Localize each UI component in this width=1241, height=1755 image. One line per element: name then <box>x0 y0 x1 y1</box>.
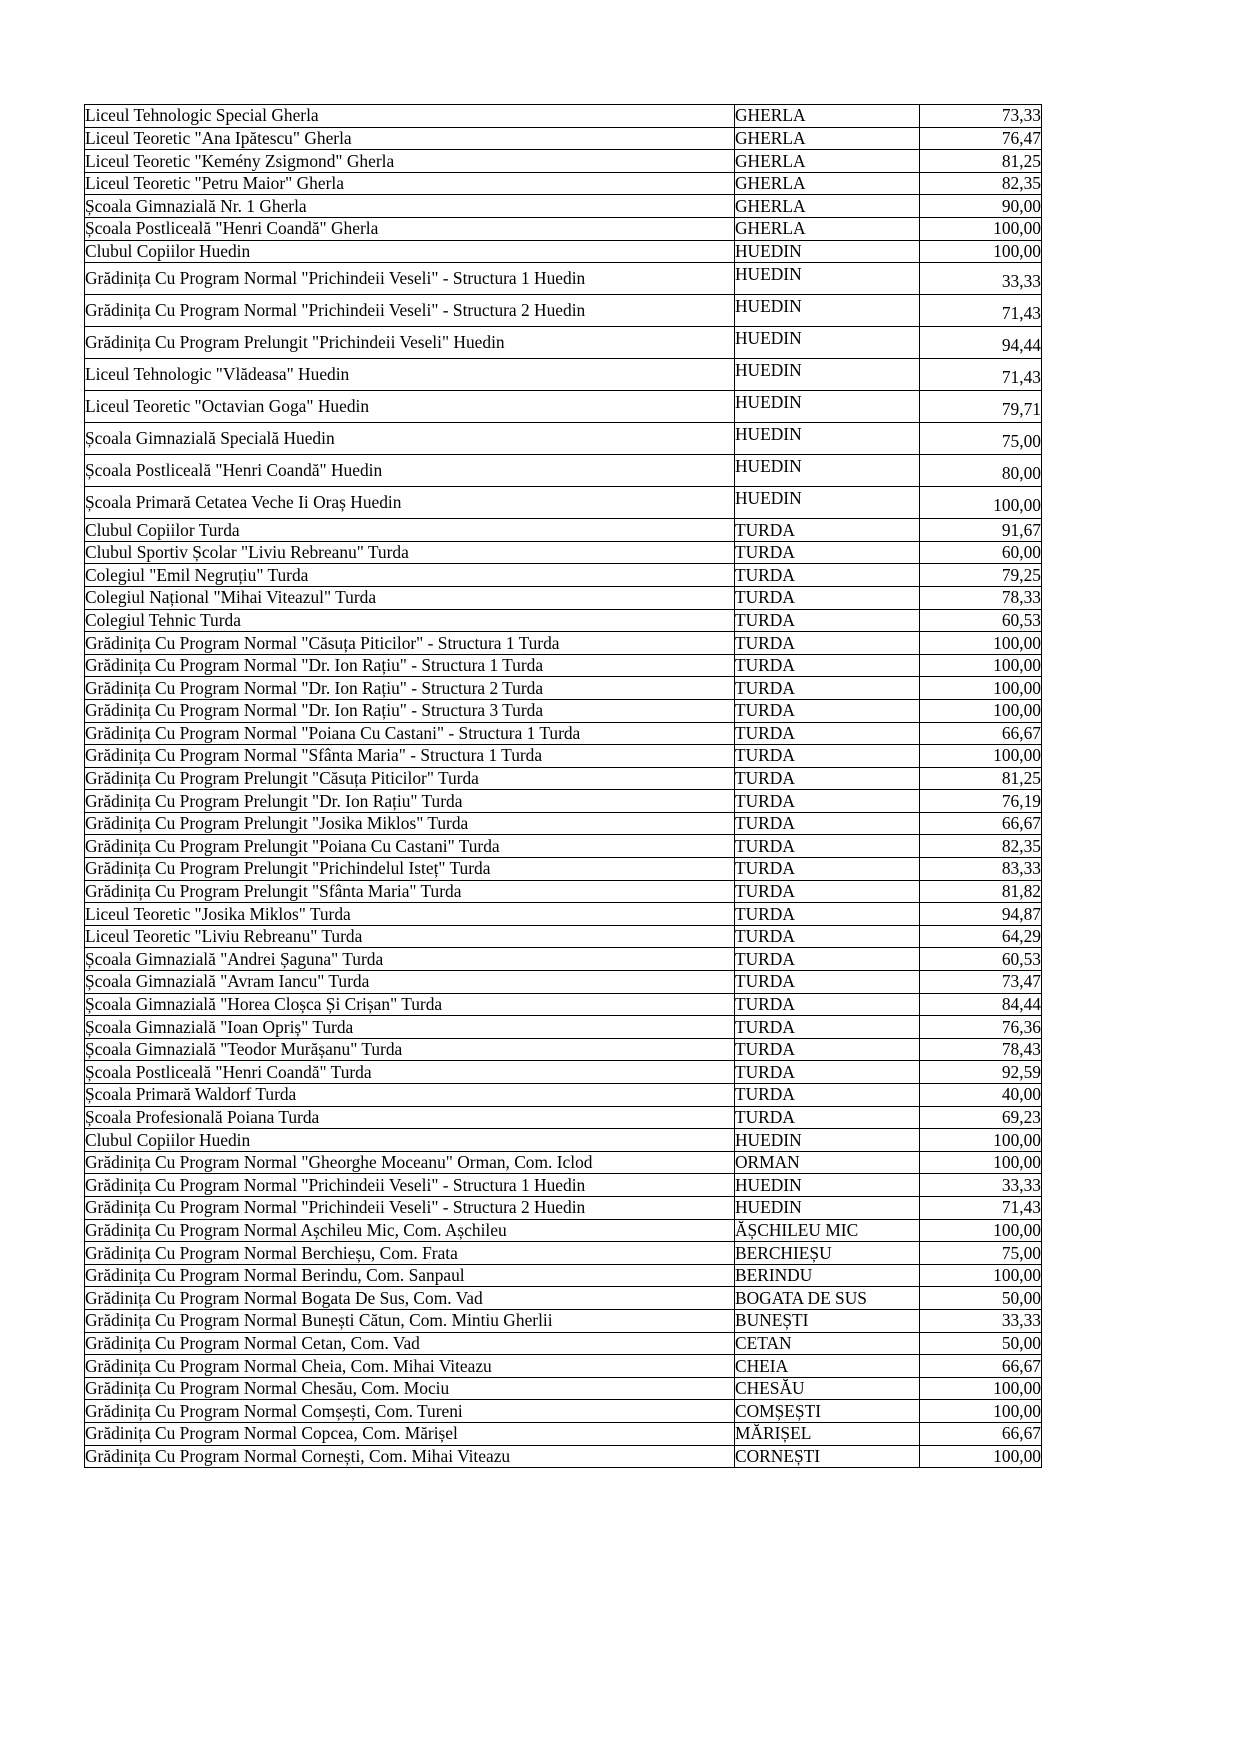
cell-percentage: 60,53 <box>920 609 1042 632</box>
cell-unit-name: Grădinița Cu Program Normal "Căsuța Piticilor" - Structura 1 Turda <box>85 632 735 655</box>
cell-locality: HUEDIN <box>735 1129 920 1152</box>
cell-unit-name: Grădinița Cu Program Normal "Dr. Ion Rațiu" - Structura 1 Turda <box>85 654 735 677</box>
cell-locality: HUEDIN <box>735 359 920 391</box>
cell-percentage: 64,29 <box>920 925 1042 948</box>
cell-locality: CETAN <box>735 1332 920 1355</box>
cell-unit-name: Școala Gimnazială Specială Huedin <box>85 423 735 455</box>
cell-unit-name: Școala Postliceală "Henri Coandă" Huedin <box>85 455 735 487</box>
cell-percentage: 100,00 <box>920 1377 1042 1400</box>
table-row <box>85 812 1042 835</box>
cell-unit-name: Liceul Tehnologic "Vlădeasa" Huedin <box>85 359 735 391</box>
cell-percentage: 60,00 <box>920 541 1042 564</box>
cell-percentage: 66,67 <box>920 812 1042 835</box>
cell-locality: HUEDIN <box>735 1174 920 1197</box>
cell-locality: TURDA <box>735 1106 920 1129</box>
table-row <box>85 217 1042 240</box>
table-row <box>85 1287 1042 1310</box>
cell-locality: TURDA <box>735 925 920 948</box>
cell-percentage: 78,43 <box>920 1038 1042 1061</box>
table-row <box>85 1264 1042 1287</box>
cell-unit-name: Liceul Teoretic "Kemény Zsigmond" Gherla <box>85 150 735 173</box>
cell-locality: TURDA <box>735 903 920 926</box>
cell-locality: HUEDIN <box>735 455 920 487</box>
cell-percentage: 100,00 <box>920 677 1042 700</box>
table-row <box>85 1174 1042 1197</box>
cell-unit-name: Grădinița Cu Program Prelungit "Poiana Cu Castani" Turda <box>85 835 735 858</box>
cell-percentage: 100,00 <box>920 1400 1042 1423</box>
table-row <box>85 1129 1042 1152</box>
cell-locality: CHESĂU <box>735 1377 920 1400</box>
cell-unit-name: Școala Gimnazială "Horea Cloșca Și Crișan" Turda <box>85 993 735 1016</box>
cell-locality: HUEDIN <box>735 391 920 423</box>
table-row <box>85 519 1042 542</box>
cell-percentage: 82,35 <box>920 172 1042 195</box>
cell-unit-name: Grădinița Cu Program Normal Berindu, Com. Sanpaul <box>85 1264 735 1287</box>
table-row <box>85 172 1042 195</box>
table-row <box>85 327 1042 359</box>
cell-percentage: 82,35 <box>920 835 1042 858</box>
cell-unit-name: Liceul Teoretic "Petru Maior" Gherla <box>85 172 735 195</box>
cell-locality: GHERLA <box>735 105 920 128</box>
table-row <box>85 105 1042 128</box>
cell-percentage: 33,33 <box>920 263 1042 295</box>
table-row <box>85 835 1042 858</box>
cell-percentage: 100,00 <box>920 699 1042 722</box>
cell-percentage: 81,25 <box>920 150 1042 173</box>
cell-unit-name: Grădinița Cu Program Prelungit "Josika Miklos" Turda <box>85 812 735 835</box>
cell-unit-name: Grădinița Cu Program Normal "Sfânta Maria" - Structura 1 Turda <box>85 745 735 768</box>
cell-unit-name: Liceul Tehnologic Special Gherla <box>85 105 735 128</box>
cell-unit-name: Colegiul Tehnic Turda <box>85 609 735 632</box>
table-row <box>85 745 1042 768</box>
cell-unit-name: Grădinița Cu Program Normal Cornești, Com. Mihai Viteazu <box>85 1445 735 1468</box>
cell-percentage: 78,33 <box>920 586 1042 609</box>
table-row <box>85 1016 1042 1039</box>
cell-locality: TURDA <box>735 632 920 655</box>
cell-locality: TURDA <box>735 654 920 677</box>
cell-unit-name: Clubul Copiilor Huedin <box>85 240 735 263</box>
cell-percentage: 76,47 <box>920 127 1042 150</box>
cell-locality: TURDA <box>735 1038 920 1061</box>
school-units-table <box>84 104 1042 1468</box>
cell-unit-name: Grădinița Cu Program Prelungit "Sfânta Maria" Turda <box>85 880 735 903</box>
cell-locality: MĂRIȘEL <box>735 1422 920 1445</box>
table-row <box>85 1084 1042 1107</box>
cell-percentage: 40,00 <box>920 1084 1042 1107</box>
table-row <box>85 240 1042 263</box>
table-row <box>85 1151 1042 1174</box>
cell-percentage: 100,00 <box>920 632 1042 655</box>
cell-locality: HUEDIN <box>735 295 920 327</box>
cell-percentage: 33,33 <box>920 1309 1042 1332</box>
table-row <box>85 722 1042 745</box>
cell-unit-name: Școala Gimnazială Nr. 1 Gherla <box>85 195 735 218</box>
cell-percentage: 71,43 <box>920 359 1042 391</box>
cell-percentage: 100,00 <box>920 240 1042 263</box>
cell-locality: TURDA <box>735 767 920 790</box>
cell-locality: TURDA <box>735 699 920 722</box>
cell-unit-name: Grădinița Cu Program Prelungit "Căsuța Piticilor" Turda <box>85 767 735 790</box>
table-row <box>85 993 1042 1016</box>
table-row <box>85 767 1042 790</box>
cell-percentage: 100,00 <box>920 1129 1042 1152</box>
cell-unit-name: Grădinița Cu Program Normal "Prichindeii Veseli" - Structura 1 Huedin <box>85 263 735 295</box>
cell-locality: TURDA <box>735 519 920 542</box>
cell-percentage: 73,47 <box>920 971 1042 994</box>
cell-locality: HUEDIN <box>735 423 920 455</box>
table-row <box>85 677 1042 700</box>
cell-percentage: 100,00 <box>920 745 1042 768</box>
table-row <box>85 487 1042 519</box>
table-row <box>85 263 1042 295</box>
table-row <box>85 609 1042 632</box>
cell-unit-name: Grădinița Cu Program Normal Bunești Cătun, Com. Mintiu Gherlii <box>85 1309 735 1332</box>
cell-unit-name: Liceul Teoretic "Liviu Rebreanu" Turda <box>85 925 735 948</box>
cell-locality: TURDA <box>735 993 920 1016</box>
table-row <box>85 1219 1042 1242</box>
cell-unit-name: Colegiul "Emil Negruțiu" Turda <box>85 564 735 587</box>
cell-locality: TURDA <box>735 677 920 700</box>
cell-percentage: 69,23 <box>920 1106 1042 1129</box>
cell-unit-name: Clubul Copiilor Turda <box>85 519 735 542</box>
cell-unit-name: Școala Gimnazială "Avram Iancu" Turda <box>85 971 735 994</box>
cell-locality: ĂȘCHILEU MIC <box>735 1219 920 1242</box>
cell-percentage: 83,33 <box>920 858 1042 881</box>
table-row <box>85 1061 1042 1084</box>
cell-unit-name: Grădinița Cu Program Normal Copcea, Com. Mărișel <box>85 1422 735 1445</box>
cell-percentage: 60,53 <box>920 948 1042 971</box>
cell-unit-name: Grădinița Cu Program Normal "Prichindeii Veseli" - Structura 1 Huedin <box>85 1174 735 1197</box>
table-row <box>85 195 1042 218</box>
table-row <box>85 1377 1042 1400</box>
table-row <box>85 1422 1042 1445</box>
cell-unit-name: Grădinița Cu Program Normal Așchileu Mic, Com. Așchileu <box>85 1219 735 1242</box>
cell-unit-name: Grădinița Cu Program Prelungit "Prichindelul Isteț" Turda <box>85 858 735 881</box>
cell-locality: CORNEȘTI <box>735 1445 920 1468</box>
cell-locality: TURDA <box>735 971 920 994</box>
cell-unit-name: Clubul Sportiv Școlar "Liviu Rebreanu" Turda <box>85 541 735 564</box>
table-row <box>85 423 1042 455</box>
cell-percentage: 90,00 <box>920 195 1042 218</box>
cell-unit-name: Grădinița Cu Program Normal "Gheorghe Moceanu" Orman, Com. Iclod <box>85 1151 735 1174</box>
cell-locality: TURDA <box>735 722 920 745</box>
cell-unit-name: Grădinița Cu Program Normal Bogata De Sus, Com. Vad <box>85 1287 735 1310</box>
cell-unit-name: Liceul Teoretic "Josika Miklos" Turda <box>85 903 735 926</box>
cell-locality: CHEIA <box>735 1355 920 1378</box>
cell-unit-name: Liceul Teoretic "Octavian Goga" Huedin <box>85 391 735 423</box>
cell-locality: TURDA <box>735 948 920 971</box>
cell-percentage: 81,25 <box>920 767 1042 790</box>
cell-locality: HUEDIN <box>735 327 920 359</box>
cell-locality: HUEDIN <box>735 487 920 519</box>
cell-locality: TURDA <box>735 858 920 881</box>
cell-unit-name: Școala Primară Waldorf Turda <box>85 1084 735 1107</box>
cell-unit-name: Grădinița Cu Program Normal Cheia, Com. Mihai Viteazu <box>85 1355 735 1378</box>
cell-percentage: 80,00 <box>920 455 1042 487</box>
cell-locality: TURDA <box>735 564 920 587</box>
cell-locality: HUEDIN <box>735 263 920 295</box>
table-row <box>85 127 1042 150</box>
cell-locality: TURDA <box>735 1084 920 1107</box>
cell-locality: TURDA <box>735 586 920 609</box>
cell-percentage: 100,00 <box>920 1445 1042 1468</box>
cell-locality: HUEDIN <box>735 240 920 263</box>
table-row <box>85 925 1042 948</box>
cell-unit-name: Clubul Copiilor Huedin <box>85 1129 735 1152</box>
table-row <box>85 1038 1042 1061</box>
cell-locality: TURDA <box>735 1016 920 1039</box>
cell-locality: TURDA <box>735 812 920 835</box>
cell-percentage: 84,44 <box>920 993 1042 1016</box>
cell-percentage: 100,00 <box>920 487 1042 519</box>
cell-percentage: 100,00 <box>920 1151 1042 1174</box>
table-row <box>85 1355 1042 1378</box>
cell-unit-name: Liceul Teoretic "Ana Ipătescu" Gherla <box>85 127 735 150</box>
table-row <box>85 295 1042 327</box>
cell-percentage: 79,71 <box>920 391 1042 423</box>
cell-locality: BERCHIEȘU <box>735 1242 920 1265</box>
cell-unit-name: Școala Primară Cetatea Veche Ii Oraș Huedin <box>85 487 735 519</box>
cell-percentage: 66,67 <box>920 1422 1042 1445</box>
cell-unit-name: Școala Profesională Poiana Turda <box>85 1106 735 1129</box>
cell-unit-name: Grădinița Cu Program Normal "Dr. Ion Rațiu" - Structura 3 Turda <box>85 699 735 722</box>
cell-percentage: 81,82 <box>920 880 1042 903</box>
cell-unit-name: Școala Gimnazială "Teodor Murășanu" Turda <box>85 1038 735 1061</box>
cell-percentage: 91,67 <box>920 519 1042 542</box>
cell-percentage: 66,67 <box>920 722 1042 745</box>
table-row <box>85 699 1042 722</box>
cell-locality: TURDA <box>735 1061 920 1084</box>
table-row <box>85 150 1042 173</box>
cell-unit-name: Grădinița Cu Program Normal "Dr. Ion Rațiu" - Structura 2 Turda <box>85 677 735 700</box>
cell-percentage: 75,00 <box>920 423 1042 455</box>
cell-unit-name: Grădinița Cu Program Normal "Prichindeii Veseli" - Structura 2 Huedin <box>85 295 735 327</box>
table-row <box>85 1400 1042 1423</box>
cell-percentage: 94,44 <box>920 327 1042 359</box>
cell-locality: ORMAN <box>735 1151 920 1174</box>
cell-unit-name: Grădinița Cu Program Normal "Prichindeii Veseli" - Structura 2 Huedin <box>85 1196 735 1219</box>
cell-unit-name: Grădinița Cu Program Normal Cetan, Com. Vad <box>85 1332 735 1355</box>
cell-percentage: 71,43 <box>920 1196 1042 1219</box>
cell-percentage: 75,00 <box>920 1242 1042 1265</box>
cell-locality: HUEDIN <box>735 1196 920 1219</box>
table-row <box>85 1196 1042 1219</box>
cell-locality: COMȘEȘTI <box>735 1400 920 1423</box>
table-row <box>85 654 1042 677</box>
cell-locality: TURDA <box>735 745 920 768</box>
table-row <box>85 586 1042 609</box>
table-row <box>85 790 1042 813</box>
cell-unit-name: Colegiul Național "Mihai Viteazul" Turda <box>85 586 735 609</box>
cell-percentage: 50,00 <box>920 1287 1042 1310</box>
cell-unit-name: Școala Postliceală "Henri Coandă" Gherla <box>85 217 735 240</box>
cell-unit-name: Grădinița Cu Program Normal "Poiana Cu Castani" - Structura 1 Turda <box>85 722 735 745</box>
cell-locality: GHERLA <box>735 127 920 150</box>
table-row <box>85 948 1042 971</box>
table-row <box>85 1309 1042 1332</box>
table-row <box>85 903 1042 926</box>
cell-locality: GHERLA <box>735 195 920 218</box>
cell-locality: TURDA <box>735 835 920 858</box>
cell-percentage: 100,00 <box>920 1264 1042 1287</box>
cell-percentage: 33,33 <box>920 1174 1042 1197</box>
cell-percentage: 100,00 <box>920 1219 1042 1242</box>
cell-unit-name: Grădinița Cu Program Prelungit "Dr. Ion Rațiu" Turda <box>85 790 735 813</box>
table-row <box>85 455 1042 487</box>
table-row <box>85 1106 1042 1129</box>
cell-locality: GHERLA <box>735 217 920 240</box>
cell-percentage: 94,87 <box>920 903 1042 926</box>
cell-unit-name: Școala Postliceală "Henri Coandă" Turda <box>85 1061 735 1084</box>
cell-percentage: 100,00 <box>920 217 1042 240</box>
table-row <box>85 541 1042 564</box>
table-body <box>85 105 1042 1468</box>
cell-percentage: 50,00 <box>920 1332 1042 1355</box>
cell-percentage: 76,19 <box>920 790 1042 813</box>
cell-percentage: 100,00 <box>920 654 1042 677</box>
table-row <box>85 391 1042 423</box>
cell-percentage: 73,33 <box>920 105 1042 128</box>
cell-unit-name: Grădinița Cu Program Normal Berchieșu, Com. Frata <box>85 1242 735 1265</box>
cell-locality: GHERLA <box>735 172 920 195</box>
cell-percentage: 92,59 <box>920 1061 1042 1084</box>
table-row <box>85 1242 1042 1265</box>
cell-percentage: 71,43 <box>920 295 1042 327</box>
table-row <box>85 1445 1042 1468</box>
cell-percentage: 79,25 <box>920 564 1042 587</box>
table-row <box>85 359 1042 391</box>
cell-locality: TURDA <box>735 790 920 813</box>
table-row <box>85 632 1042 655</box>
cell-locality: GHERLA <box>735 150 920 173</box>
table-row <box>85 564 1042 587</box>
table-row <box>85 880 1042 903</box>
cell-locality: BOGATA DE SUS <box>735 1287 920 1310</box>
cell-unit-name: Școala Gimnazială "Andrei Șaguna" Turda <box>85 948 735 971</box>
cell-unit-name: Școala Gimnazială "Ioan Opriș" Turda <box>85 1016 735 1039</box>
cell-percentage: 76,36 <box>920 1016 1042 1039</box>
cell-locality: BUNEȘTI <box>735 1309 920 1332</box>
cell-unit-name: Grădinița Cu Program Prelungit "Prichindeii Veseli" Huedin <box>85 327 735 359</box>
cell-locality: TURDA <box>735 541 920 564</box>
table-row <box>85 1332 1042 1355</box>
cell-unit-name: Grădinița Cu Program Normal Chesău, Com. Mociu <box>85 1377 735 1400</box>
cell-locality: TURDA <box>735 609 920 632</box>
table-row <box>85 858 1042 881</box>
cell-locality: BERINDU <box>735 1264 920 1287</box>
cell-locality: TURDA <box>735 880 920 903</box>
table-row <box>85 971 1042 994</box>
cell-percentage: 66,67 <box>920 1355 1042 1378</box>
cell-unit-name: Grădinița Cu Program Normal Comșești, Com. Tureni <box>85 1400 735 1423</box>
